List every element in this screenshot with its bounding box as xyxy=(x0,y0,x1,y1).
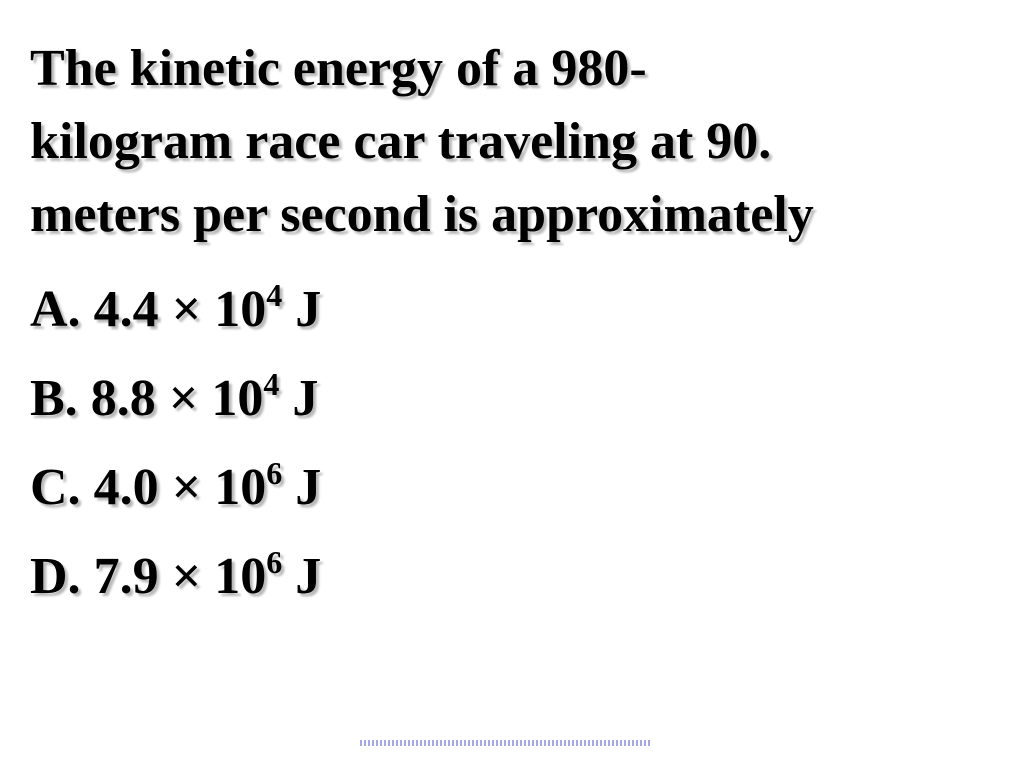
question-line-3: meters per second is approximately xyxy=(30,186,814,243)
option-exponent: 6 xyxy=(266,544,283,580)
option-unit: J xyxy=(295,281,322,338)
option-exponent: 6 xyxy=(266,455,283,491)
option-exponent: 4 xyxy=(266,277,283,313)
option-mantissa: 8.8 xyxy=(90,370,156,427)
option-label: C. xyxy=(30,459,81,516)
option-base: 10 xyxy=(211,370,264,427)
option-base: 10 xyxy=(214,281,267,338)
times-sign: × xyxy=(171,548,202,605)
question-text xyxy=(30,32,1000,251)
option-a[interactable] xyxy=(30,268,321,357)
option-b[interactable] xyxy=(30,357,321,446)
option-unit: J xyxy=(292,370,319,427)
question-line-2: kilogram race car traveling at 90. xyxy=(30,113,772,170)
option-mantissa: 4.0 xyxy=(93,459,159,516)
option-base: 10 xyxy=(214,459,267,516)
question-line-1: The kinetic energy of a 980- xyxy=(30,40,647,97)
option-unit: J xyxy=(295,548,322,605)
option-mantissa: 4.4 xyxy=(93,281,159,338)
option-label: A. xyxy=(30,281,81,338)
option-unit: J xyxy=(295,459,322,516)
option-base: 10 xyxy=(214,548,267,605)
option-exponent: 4 xyxy=(263,366,280,402)
answer-options xyxy=(30,268,321,624)
times-sign: × xyxy=(168,370,199,427)
times-sign: × xyxy=(171,459,202,516)
option-label: B. xyxy=(30,370,78,427)
option-label: D. xyxy=(30,548,81,605)
option-d[interactable] xyxy=(30,535,321,624)
option-c[interactable] xyxy=(30,446,321,535)
times-sign: × xyxy=(171,281,202,338)
footer-watermark xyxy=(360,740,650,746)
option-mantissa: 7.9 xyxy=(93,548,159,605)
